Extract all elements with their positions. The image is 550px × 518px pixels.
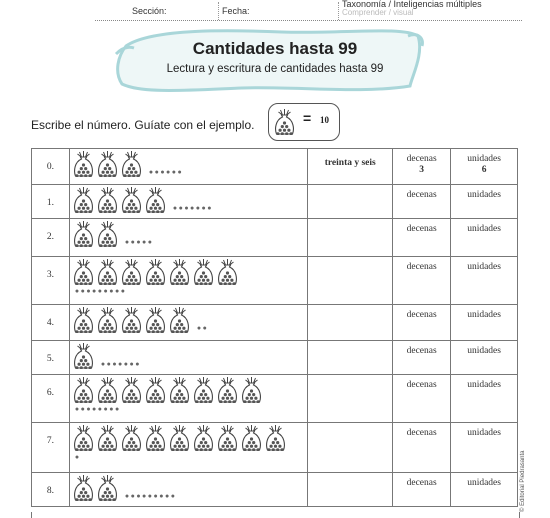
bag-of-ten-icon bbox=[217, 259, 238, 285]
bag-of-ten-icon bbox=[193, 259, 214, 285]
unidades-label: unidades bbox=[467, 346, 501, 356]
number-in-words[interactable] bbox=[308, 219, 393, 257]
fecha-label: Fecha: bbox=[222, 6, 250, 16]
unidades-label: unidades bbox=[467, 478, 501, 488]
bag-of-ten-icon bbox=[121, 187, 142, 213]
decenas-label: decenas bbox=[406, 428, 437, 438]
row-number: 4. bbox=[32, 305, 70, 341]
bag-of-ten-icon bbox=[97, 425, 118, 451]
title-banner bbox=[112, 24, 427, 94]
page-title: Cantidades hasta 99 bbox=[192, 39, 358, 58]
unidades-label: unidades bbox=[467, 190, 501, 200]
row-number: 7. bbox=[32, 423, 70, 473]
unit-dots: ●●●●●●● bbox=[100, 360, 141, 368]
decenas-cell[interactable] bbox=[393, 219, 451, 257]
table-row bbox=[32, 185, 518, 219]
bag-of-ten-icon bbox=[97, 151, 118, 177]
bag-of-ten-icon bbox=[73, 425, 94, 451]
bag-of-ten-icon bbox=[97, 475, 118, 501]
bag-of-ten-icon bbox=[121, 151, 142, 177]
unidades-cell[interactable] bbox=[451, 149, 518, 185]
unit-dots: ●●●●●●●●● bbox=[124, 492, 177, 500]
decenas-label: decenas bbox=[406, 262, 437, 272]
bag-of-ten-icon bbox=[121, 259, 142, 285]
row-number: 1. bbox=[32, 185, 70, 219]
table-row bbox=[32, 257, 518, 305]
row-number: 0. bbox=[32, 149, 70, 185]
counting-picture bbox=[69, 305, 307, 341]
number-in-words[interactable] bbox=[308, 423, 393, 473]
table-row bbox=[32, 219, 518, 257]
counting-picture bbox=[69, 341, 307, 375]
table-row bbox=[32, 305, 518, 341]
publisher-note: © Editorial Piedrasanta bbox=[520, 450, 526, 512]
decenas-cell[interactable] bbox=[393, 375, 451, 423]
decenas-cell[interactable] bbox=[393, 257, 451, 305]
row-number: 6. bbox=[32, 375, 70, 423]
bag-of-ten-icon bbox=[145, 425, 166, 451]
bag-of-ten-icon bbox=[274, 109, 295, 135]
counting-picture bbox=[69, 375, 307, 423]
decenas-value: 3 bbox=[419, 165, 425, 175]
counting-picture bbox=[69, 185, 307, 219]
table-continuation bbox=[31, 512, 520, 518]
bag-of-ten-icon bbox=[97, 259, 118, 285]
bag-of-ten-icon bbox=[169, 377, 190, 403]
row-number: 5. bbox=[32, 341, 70, 375]
table-row bbox=[32, 473, 518, 507]
number-in-words[interactable] bbox=[308, 375, 393, 423]
bag-of-ten-icon bbox=[73, 343, 94, 369]
unidades-label: unidades bbox=[467, 154, 501, 164]
number-in-words[interactable] bbox=[308, 185, 393, 219]
row-number: 2. bbox=[32, 219, 70, 257]
bag-of-ten-icon bbox=[73, 307, 94, 333]
row-number: 3. bbox=[32, 257, 70, 305]
unit-dots: ●●●●●● bbox=[148, 168, 184, 176]
row-number: 8. bbox=[32, 473, 70, 507]
header-separator bbox=[218, 2, 219, 20]
unit-dots: ●●●●●●●●● bbox=[74, 287, 127, 295]
example-box bbox=[268, 103, 340, 141]
page-subtitle: Lectura y escritura de cantidades hasta 99 bbox=[166, 63, 384, 75]
decenas-cell[interactable] bbox=[393, 423, 451, 473]
unit-dots: ●●●●●●● bbox=[172, 204, 213, 212]
decenas-label: decenas bbox=[406, 346, 437, 356]
decenas-label: decenas bbox=[406, 224, 437, 234]
example-equals: = bbox=[303, 110, 312, 126]
bag-of-ten-icon bbox=[121, 377, 142, 403]
unidades-value: 6 bbox=[481, 165, 487, 175]
decenas-cell[interactable] bbox=[393, 341, 451, 375]
decenas-cell[interactable] bbox=[393, 305, 451, 341]
header-separator bbox=[338, 2, 339, 20]
bag-of-ten-icon bbox=[73, 377, 94, 403]
unidades-cell[interactable] bbox=[451, 375, 518, 423]
unidades-cell[interactable] bbox=[451, 305, 518, 341]
decenas-label: decenas bbox=[406, 310, 437, 320]
example-value: 10 bbox=[320, 115, 329, 125]
decenas-cell[interactable] bbox=[393, 149, 451, 185]
decenas-cell[interactable] bbox=[393, 473, 451, 507]
bag-of-ten-icon bbox=[97, 187, 118, 213]
bag-of-ten-icon bbox=[241, 377, 262, 403]
bag-of-ten-icon bbox=[97, 307, 118, 333]
counting-picture bbox=[69, 149, 307, 185]
bag-of-ten-icon bbox=[169, 259, 190, 285]
bag-of-ten-icon bbox=[169, 425, 190, 451]
unidades-label: unidades bbox=[467, 380, 501, 390]
decenas-label: decenas bbox=[406, 154, 437, 164]
bag-of-ten-icon bbox=[217, 425, 238, 451]
unidades-cell[interactable] bbox=[451, 257, 518, 305]
bag-of-ten-icon bbox=[145, 259, 166, 285]
instruction-text: Escribe el número. Guíate con el ejemplo. bbox=[31, 118, 255, 132]
bag-of-ten-icon bbox=[145, 377, 166, 403]
bag-of-ten-icon bbox=[217, 377, 238, 403]
number-in-words[interactable] bbox=[308, 341, 393, 375]
exercise-table bbox=[31, 148, 518, 507]
unit-dots: ●● bbox=[196, 324, 209, 332]
decenas-label: decenas bbox=[406, 190, 437, 200]
bag-of-ten-icon bbox=[73, 475, 94, 501]
bag-of-ten-icon bbox=[73, 259, 94, 285]
decenas-cell[interactable] bbox=[393, 185, 451, 219]
unidades-label: unidades bbox=[467, 262, 501, 272]
number-in-words[interactable] bbox=[308, 257, 393, 305]
counting-picture bbox=[69, 257, 307, 305]
bag-of-ten-icon bbox=[97, 221, 118, 247]
counting-picture bbox=[69, 473, 307, 507]
unit-dots: ● bbox=[74, 453, 81, 461]
unit-dots: ●●●●●●●● bbox=[74, 405, 121, 413]
unidades-cell[interactable] bbox=[451, 185, 518, 219]
unidades-cell[interactable] bbox=[451, 473, 518, 507]
bag-of-ten-icon bbox=[265, 425, 286, 451]
table-row bbox=[32, 423, 518, 473]
bag-of-ten-icon bbox=[193, 377, 214, 403]
counting-picture bbox=[69, 423, 307, 473]
bag-of-ten-icon bbox=[241, 425, 262, 451]
bag-of-ten-icon bbox=[73, 187, 94, 213]
unit-dots: ●●●●● bbox=[124, 238, 154, 246]
unidades-cell[interactable] bbox=[451, 423, 518, 473]
unidades-cell[interactable] bbox=[451, 219, 518, 257]
bag-of-ten-icon bbox=[73, 221, 94, 247]
table-row bbox=[32, 149, 518, 185]
bag-of-ten-icon bbox=[97, 377, 118, 403]
unidades-cell[interactable] bbox=[451, 341, 518, 375]
counting-picture bbox=[69, 219, 307, 257]
bag-of-ten-icon bbox=[73, 151, 94, 177]
bag-of-ten-icon bbox=[121, 307, 142, 333]
number-in-words[interactable] bbox=[308, 473, 393, 507]
taxonomia-label: Taxonomía / Inteligencias múltiples bbox=[342, 0, 482, 9]
unidades-label: unidades bbox=[467, 310, 501, 320]
header-line bbox=[95, 20, 522, 21]
bag-of-ten-icon bbox=[145, 187, 166, 213]
unidades-label: unidades bbox=[467, 428, 501, 438]
decenas-label: decenas bbox=[406, 380, 437, 390]
table-row bbox=[32, 341, 518, 375]
bag-of-ten-icon bbox=[121, 425, 142, 451]
bag-of-ten-icon bbox=[169, 307, 190, 333]
bag-of-ten-icon bbox=[193, 425, 214, 451]
number-in-words: treinta y seis bbox=[308, 149, 393, 185]
seccion-label: Sección: bbox=[132, 6, 167, 16]
unidades-label: unidades bbox=[467, 224, 501, 234]
bag-of-ten-icon bbox=[145, 307, 166, 333]
table-row bbox=[32, 375, 518, 423]
number-in-words[interactable] bbox=[308, 305, 393, 341]
decenas-label: decenas bbox=[406, 478, 437, 488]
taxonomia-sub-label: Comprender / visual bbox=[342, 8, 414, 17]
